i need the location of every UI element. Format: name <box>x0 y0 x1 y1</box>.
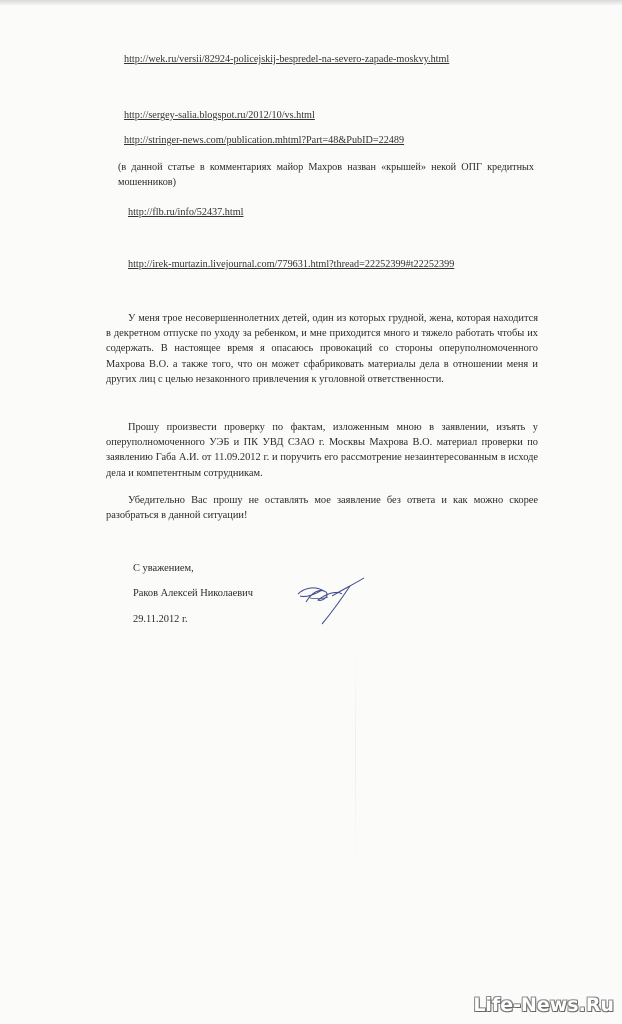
handwritten-signature <box>292 572 372 628</box>
paragraph-request: Прошу произвести проверку по фактам, изложенным мною в заявлении, изъять у оперуполномоченного УЭБ и ПК УВД СЗАО г. Москвы Махрова В.О. материал проверки по заявлению Габа А.И. от 11.09.2012 г. и поручить его рассмотрение незаинтересованным в исходе дела и компетентным сотрудникам. <box>106 422 538 479</box>
site-watermark: Life-News.Ru <box>473 994 614 1016</box>
paragraph-family: У меня трое несовершеннолетних детей, один из которых грудной, жена, которая находится в декретном отпуске по уходу за ребенком, и мне приходится много и тяжело работать чтобы их содержать. В настоящее время я опасаюсь провокаций со стороны оперуполномоченного Махрова В.О. а также того, что он может сфабриковать материалы дела в отношении меня и других лиц с целью незаконного привлечения к уголовной ответственности. <box>106 313 538 385</box>
paper-crease <box>355 640 356 870</box>
signer-name: Раков Алексей Николаевич <box>133 588 253 599</box>
link-irek-murtazin[interactable]: http://irek-murtazin.livejournal.com/779631.html?thread=22252399#t22252399 <box>128 259 455 270</box>
link-sergey-salia[interactable]: http://sergey-salia.blogspot.ru/2012/10/vs.html <box>124 110 315 121</box>
link-wek[interactable]: http://wek.ru/versii/82924-policejskij-bespredel-na-severo-zapade-moskvy.html <box>124 54 450 65</box>
scan-top-edge <box>0 0 622 6</box>
paragraph-plea: Убедительно Вас прошу не оставлять мое заявление без ответа и как можно скорее разобраться в данной ситуации! <box>106 495 538 522</box>
link-flb[interactable]: http://flb.ru/info/52437.html <box>128 207 244 218</box>
comment-note: (в данной статье в комментариях майор Махров назван «крышей» некой ОПГ кредитных мошенников) <box>118 162 534 188</box>
closing-regards: С уважением, <box>133 563 194 574</box>
document-date: 29.11.2012 г. <box>133 614 188 625</box>
link-stringer-news[interactable]: http://stringer-news.com/publication.mhtml?Part=48&PubID=22489 <box>124 135 405 146</box>
